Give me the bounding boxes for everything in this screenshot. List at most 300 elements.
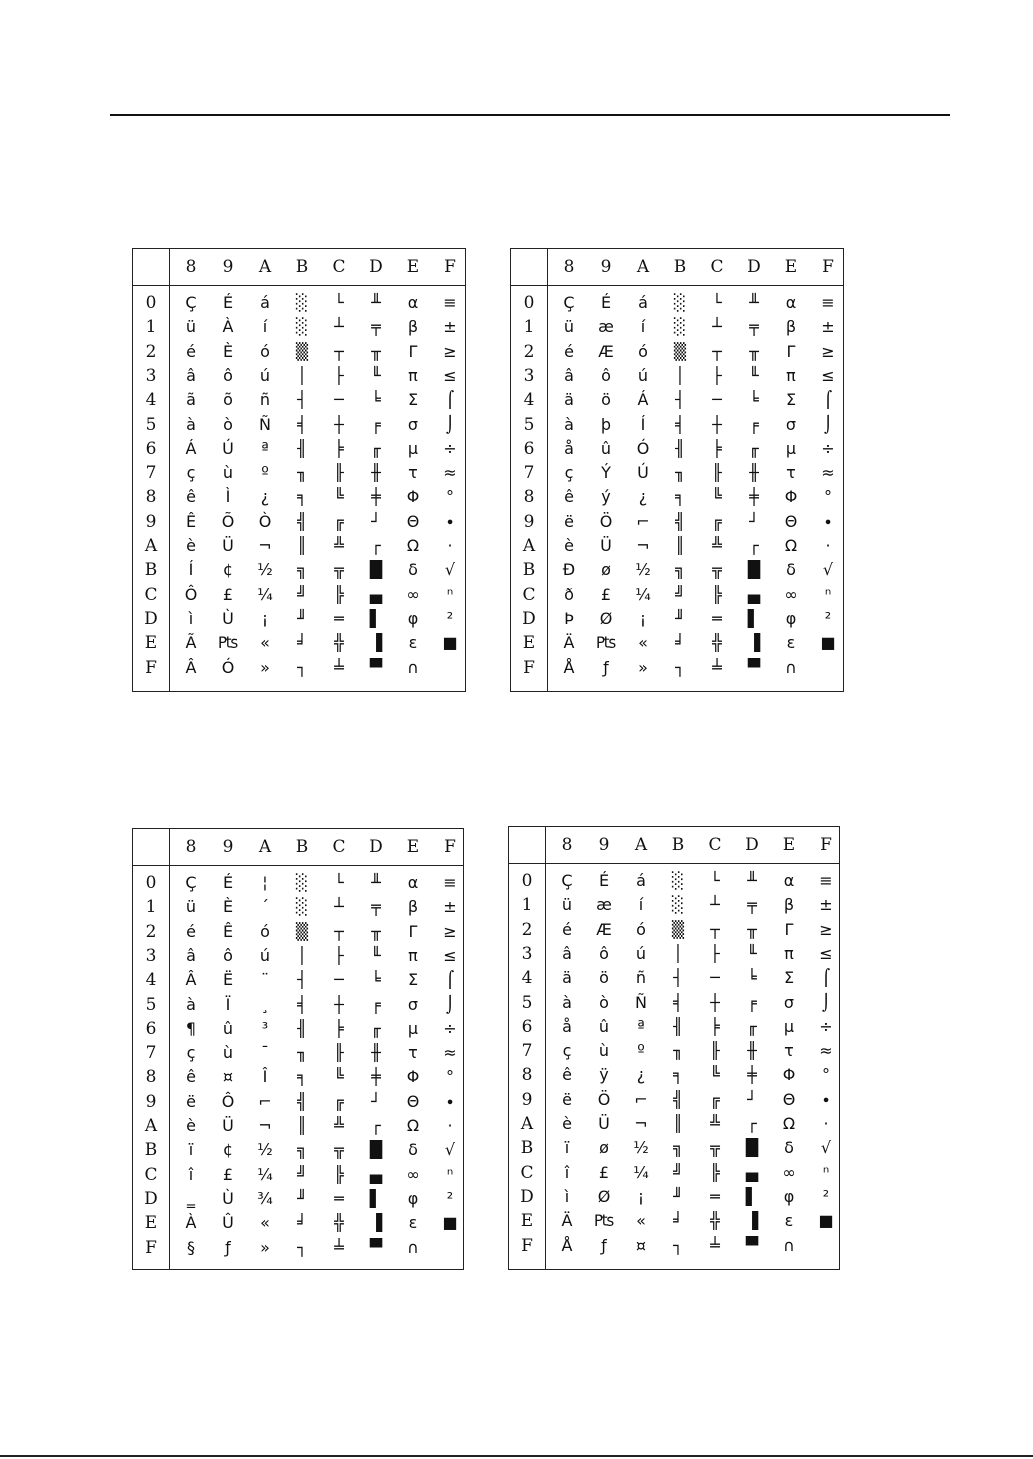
char-cell: σ — [407, 414, 419, 434]
column-header: B — [295, 837, 309, 857]
char-cell: ╝ — [673, 1162, 683, 1182]
char-cell: τ — [408, 1043, 418, 1063]
char-cell: ▒ — [673, 341, 687, 361]
char-cell: ¢ — [222, 560, 234, 580]
chart-bottom-right — [508, 826, 840, 1270]
row-header: 6 — [145, 1018, 157, 1039]
char-cell: ░ — [295, 873, 309, 892]
char-cell: å — [564, 438, 574, 458]
char-cell: ▄ — [369, 584, 383, 604]
column-header: 9 — [222, 257, 234, 277]
char-cell: º — [637, 1041, 645, 1061]
char-cell: µ — [407, 438, 419, 458]
char-cell: è — [562, 1114, 572, 1133]
char-cell: ╬ — [710, 1211, 720, 1231]
char-cell: ⌐ — [258, 1091, 272, 1111]
char-cell: ╪ — [371, 1067, 381, 1087]
char-cell: ┐ — [297, 1237, 307, 1257]
char-cell: ╒ — [747, 992, 757, 1012]
char-cell: └ — [334, 293, 344, 312]
char-cell: └ — [710, 871, 720, 890]
char-cell: ║ — [297, 536, 307, 555]
char-cell: ┐ — [675, 657, 685, 677]
char-cell: ⁿ — [822, 1162, 830, 1182]
char-cell: · — [823, 1114, 829, 1133]
char-cell: Â — [185, 657, 197, 677]
char-cell: ▄ — [747, 584, 761, 604]
char-cell: ╥ — [749, 341, 759, 361]
char-cell: │ — [675, 365, 685, 385]
char-cell: τ — [784, 1041, 794, 1061]
row-header: 5 — [521, 992, 533, 1013]
char-cell: │ — [297, 365, 307, 385]
char-cell: ∙ — [820, 1089, 831, 1109]
char-cell: ╗ — [675, 560, 685, 580]
char-cell: ╙ — [371, 365, 381, 385]
char-cell: ┼ — [712, 414, 722, 434]
char-cell: ∙ — [444, 511, 455, 531]
char-cell: ┌ — [747, 1114, 757, 1133]
char-cell: ¼ — [257, 1164, 273, 1184]
char-cell: · — [447, 1116, 453, 1135]
char-cell: ≤ — [443, 365, 457, 385]
char-cell: ³ — [261, 1018, 269, 1038]
char-cell: ╕ — [297, 1067, 307, 1087]
char-cell: ≥ — [443, 341, 457, 361]
char-cell: ╦ — [334, 560, 344, 580]
char-cell: ⁿ — [446, 1164, 454, 1184]
char-cell: à — [186, 994, 196, 1014]
row-header: 6 — [523, 438, 535, 459]
char-cell: ╨ — [371, 293, 381, 312]
bottom-rule — [0, 1455, 1033, 1457]
char-cell: δ — [408, 560, 418, 580]
char-cell: ╝ — [675, 584, 685, 604]
row-header: 2 — [521, 919, 533, 940]
char-cell: ₧ — [217, 633, 239, 653]
char-cell: ╣ — [673, 1089, 683, 1109]
row-header: C — [522, 584, 536, 605]
column-header: 8 — [563, 257, 575, 277]
char-cell: ≥ — [819, 919, 833, 939]
char-cell: ε — [408, 1213, 418, 1233]
char-cell: ∙ — [444, 1091, 455, 1111]
char-cell: ╬ — [334, 633, 344, 653]
char-cell: σ — [783, 992, 795, 1012]
char-cell: ╣ — [297, 511, 307, 531]
char-cell: ▐ — [747, 633, 761, 653]
char-cell: ┬ — [710, 919, 720, 939]
char-cell: Ñ — [635, 992, 647, 1012]
column-header: F — [444, 837, 456, 857]
char-cell: ∞ — [784, 584, 798, 604]
char-cell: ░ — [295, 293, 309, 312]
char-cell: Ó — [221, 657, 235, 677]
char-cell: ▀ — [369, 1237, 383, 1257]
char-cell: È — [222, 897, 234, 917]
char-cell: ╜ — [675, 608, 685, 628]
char-cell: ê — [186, 1067, 196, 1087]
char-cell: Φ — [406, 1067, 420, 1087]
char-cell: φ — [785, 608, 797, 628]
char-cell: Φ — [782, 1065, 796, 1085]
char-cell: ┤ — [673, 968, 683, 988]
char-cell: ═ — [334, 1188, 344, 1208]
char-cell: √ — [820, 1138, 832, 1158]
char-cell: ╩ — [710, 1114, 720, 1133]
char-cell: █ — [745, 1138, 759, 1158]
column-header: D — [369, 837, 383, 857]
char-cell: ╗ — [297, 1140, 307, 1160]
char-cell: Í — [640, 414, 646, 434]
char-cell: é — [562, 919, 572, 939]
char-cell: ╞ — [334, 438, 344, 458]
char-cell: ô — [223, 365, 233, 385]
char-cell: ≈ — [443, 1043, 457, 1063]
char-cell: ≡ — [443, 873, 457, 892]
char-cell: ▌ — [747, 608, 761, 628]
row-header: 0 — [145, 293, 157, 313]
char-cell: ╟ — [334, 1043, 344, 1063]
char-cell: ì — [564, 1186, 570, 1206]
char-cell: ╒ — [371, 994, 381, 1014]
char-cell: ≥ — [821, 341, 835, 361]
char-cell: ╡ — [297, 994, 307, 1014]
char-cell: ² — [446, 608, 454, 628]
row-header: A — [522, 536, 536, 556]
row-header: F — [145, 1237, 157, 1258]
char-cell: ² — [822, 1186, 830, 1206]
row-header: F — [523, 657, 535, 678]
char-cell: Ü — [600, 536, 612, 555]
char-cell: Á — [185, 438, 197, 458]
char-cell: Æ — [596, 919, 612, 939]
char-cell: Ç — [561, 871, 573, 890]
char-cell: ä — [562, 968, 572, 988]
char-cell: ╕ — [297, 487, 307, 507]
char-cell: ¬ — [258, 536, 272, 555]
char-cell — [432, 656, 468, 680]
char-cell: « — [636, 1211, 646, 1231]
char-cell: ╣ — [297, 1091, 307, 1111]
char-cell: ý — [601, 487, 611, 507]
char-cell: τ — [786, 463, 796, 483]
char-cell: ú — [259, 945, 271, 965]
char-cell: ┴ — [712, 317, 722, 337]
char-cell: │ — [297, 945, 307, 965]
char-cell: ∩ — [783, 1235, 795, 1255]
char-cell: ■ — [820, 633, 836, 653]
char-cell: ╘ — [371, 970, 381, 990]
char-cell: √ — [444, 560, 456, 580]
char-cell: α — [407, 293, 419, 312]
char-cell: Æ — [598, 341, 614, 361]
chart-top-right — [510, 248, 844, 692]
char-cell: ¯ — [261, 1043, 269, 1063]
char-cell: ╢ — [297, 438, 307, 458]
char-cell: £ — [600, 584, 612, 604]
char-cell: ¬ — [634, 1114, 648, 1133]
char-cell: Å — [563, 657, 575, 677]
char-cell: ╧ — [712, 657, 722, 677]
char-cell: ê — [562, 1065, 572, 1085]
char-cell: Θ — [782, 1089, 796, 1109]
char-cell: ╒ — [371, 414, 381, 434]
char-cell: á — [260, 293, 270, 312]
char-cell: Ô — [184, 584, 198, 604]
char-cell: ├ — [712, 365, 722, 385]
char-cell: ½ — [633, 1138, 649, 1158]
row-header: A — [144, 1116, 158, 1136]
char-cell: ┘ — [371, 1091, 381, 1111]
row-header: 3 — [145, 945, 157, 966]
row-header: 6 — [521, 1016, 533, 1037]
column-header: B — [295, 257, 309, 277]
chart-bottom-left — [132, 828, 464, 1270]
row-header: 8 — [523, 487, 535, 508]
char-cell: Γ — [786, 341, 796, 361]
char-cell: █ — [747, 560, 761, 580]
column-header: B — [673, 257, 687, 277]
char-cell: Ω — [784, 536, 798, 555]
char-cell: ╦ — [712, 560, 722, 580]
char-cell: û — [598, 1016, 610, 1036]
top-rule — [110, 114, 950, 116]
char-cell: ╓ — [371, 438, 381, 458]
char-cell: ¤ — [222, 1067, 234, 1087]
row-header: 8 — [145, 487, 157, 508]
char-cell: ╧ — [334, 1237, 344, 1257]
char-cell: ´ — [261, 897, 269, 917]
char-cell: Ø — [599, 608, 613, 628]
char-cell: ñ — [635, 968, 647, 988]
char-cell: ≡ — [819, 871, 833, 890]
char-cell: ╝ — [297, 1164, 307, 1184]
char-cell: ╤ — [749, 317, 759, 337]
char-cell: ⌐ — [634, 1089, 648, 1109]
char-cell: æ — [598, 317, 614, 337]
char-cell: ð — [564, 584, 574, 604]
char-cell: ç — [564, 463, 574, 483]
column-header: 8 — [561, 835, 573, 855]
char-cell: Ä — [563, 633, 575, 653]
char-cell: ° — [824, 487, 832, 507]
char-cell: · — [825, 536, 831, 555]
char-cell: ┼ — [334, 414, 344, 434]
char-cell: ╖ — [297, 1043, 307, 1063]
char-cell: ø — [601, 560, 611, 580]
char-cell: ┼ — [710, 992, 720, 1012]
char-cell: ê — [564, 487, 574, 507]
char-cell: ⌠ — [445, 970, 455, 990]
char-cell: Ü — [222, 536, 234, 555]
char-cell: ÿ — [599, 1065, 609, 1085]
column-header: E — [406, 837, 420, 857]
char-cell: ⌡ — [821, 992, 831, 1012]
char-cell: § — [187, 1237, 195, 1257]
char-cell: ¨ — [261, 970, 269, 990]
char-cell: ╪ — [371, 487, 381, 507]
char-cell: ⌠ — [821, 968, 831, 988]
char-cell: ± — [819, 895, 833, 915]
char-cell: ∞ — [782, 1162, 796, 1182]
char-cell: ╪ — [747, 1065, 757, 1085]
char-cell: ╩ — [334, 536, 344, 555]
char-cell: ║ — [297, 1116, 307, 1135]
row-header: 1 — [145, 317, 157, 338]
char-cell: Σ — [407, 390, 419, 410]
char-cell: ╠ — [334, 1164, 344, 1184]
char-cell: ª — [637, 1016, 645, 1036]
char-cell: ² — [446, 1188, 454, 1208]
char-cell: ░ — [295, 317, 309, 337]
column-header: 9 — [598, 835, 610, 855]
row-header: A — [144, 536, 158, 556]
char-cell: ░ — [673, 293, 687, 312]
char-cell: ╢ — [673, 1016, 683, 1036]
row-header: 5 — [145, 994, 157, 1015]
char-cell: ╥ — [747, 919, 757, 939]
char-cell: ─ — [334, 970, 344, 990]
char-cell: ╓ — [749, 438, 759, 458]
char-cell: ╙ — [747, 943, 757, 963]
char-cell: ╣ — [675, 511, 685, 531]
char-cell: ¿ — [260, 487, 270, 507]
char-cell: ═ — [334, 608, 344, 628]
char-cell: þ — [600, 414, 612, 434]
char-cell: ■ — [442, 1213, 458, 1233]
char-cell: ô — [223, 945, 233, 965]
char-cell: à — [186, 414, 196, 434]
char-cell: │ — [673, 943, 683, 963]
char-cell: ╚ — [334, 487, 344, 507]
char-cell: ε — [408, 633, 418, 653]
char-cell: ë — [186, 1091, 196, 1111]
column-header: D — [369, 257, 383, 277]
column-header: E — [406, 257, 420, 277]
char-cell: Ù — [222, 608, 234, 628]
char-cell: ╕ — [673, 1065, 683, 1085]
char-cell: ─ — [710, 968, 720, 988]
char-cell: ░ — [673, 317, 687, 337]
char-cell: µ — [407, 1018, 419, 1038]
char-cell: è — [186, 1116, 196, 1135]
char-cell: ∞ — [406, 584, 420, 604]
char-cell: ü — [185, 317, 197, 337]
char-cell: ÷ — [819, 1016, 833, 1036]
char-cell: ╠ — [710, 1162, 720, 1182]
char-cell: ╓ — [747, 1016, 757, 1036]
char-cell: Ú — [222, 438, 234, 458]
row-header: A — [520, 1114, 534, 1134]
char-cell: » — [638, 657, 648, 677]
row-header: 2 — [523, 341, 535, 362]
char-cell: µ — [783, 1016, 795, 1036]
char-cell: º — [261, 463, 269, 483]
char-cell: ╔ — [334, 511, 344, 531]
char-cell: ö — [601, 390, 611, 410]
column-header: E — [784, 257, 798, 277]
char-cell: ─ — [334, 390, 344, 410]
row-header: 2 — [145, 921, 157, 942]
row-header: 7 — [523, 463, 535, 484]
row-header: E — [520, 1211, 534, 1232]
char-cell: ░ — [671, 871, 685, 890]
char-cell: ï — [188, 1140, 194, 1160]
char-cell: ┤ — [675, 390, 685, 410]
char-cell — [810, 656, 846, 680]
char-cell: ║ — [675, 536, 685, 555]
char-cell: Î — [262, 1067, 268, 1087]
char-cell: ù — [598, 1041, 610, 1061]
char-cell: ╨ — [749, 293, 759, 312]
char-cell: ¶ — [185, 1018, 197, 1038]
char-cell: ├ — [334, 945, 344, 965]
char-cell: ¡ — [261, 608, 269, 628]
char-cell: ╨ — [371, 873, 381, 892]
char-cell: α — [407, 873, 419, 892]
char-cell: ⁿ — [446, 584, 454, 604]
char-cell: ▒ — [295, 341, 309, 361]
char-cell: ┤ — [297, 970, 307, 990]
char-cell: ⌡ — [445, 994, 455, 1014]
char-cell: β — [407, 317, 419, 337]
column-header: A — [634, 835, 648, 855]
char-cell: æ — [596, 895, 612, 915]
char-cell: ≤ — [821, 365, 835, 385]
char-cell: ═ — [712, 608, 722, 628]
char-cell: █ — [369, 1140, 383, 1160]
char-cell: ┘ — [747, 1089, 757, 1109]
char-cell: ╛ — [297, 633, 307, 653]
column-header: A — [636, 257, 650, 277]
row-header: 4 — [523, 390, 535, 411]
char-cell: ╙ — [371, 945, 381, 965]
char-cell: Ê — [222, 921, 234, 941]
char-cell: ╚ — [334, 1067, 344, 1087]
char-cell: Ê — [185, 511, 197, 531]
char-cell: ╫ — [371, 1043, 381, 1063]
char-cell: ▌ — [745, 1186, 759, 1206]
char-cell: Φ — [784, 487, 798, 507]
char-cell: ╡ — [297, 414, 307, 434]
char-cell: ╢ — [675, 438, 685, 458]
column-header: F — [820, 835, 832, 855]
char-cell: ≡ — [443, 293, 457, 312]
char-cell: É — [222, 873, 234, 892]
char-cell: ╚ — [710, 1065, 720, 1085]
char-cell: ò — [223, 414, 233, 434]
char-cell: Ç — [185, 873, 197, 892]
column-header: C — [710, 257, 724, 277]
char-cell: ¡ — [637, 1186, 645, 1206]
char-cell: ƒ — [603, 657, 609, 677]
char-cell: ╘ — [747, 968, 757, 988]
row-header: F — [521, 1235, 533, 1256]
char-cell: ╤ — [371, 317, 381, 337]
char-cell: ç — [186, 1043, 196, 1063]
char-cell: ∩ — [407, 657, 419, 677]
char-cell: Θ — [406, 1091, 420, 1111]
char-cell: ╙ — [749, 365, 759, 385]
char-cell: ╗ — [297, 560, 307, 580]
char-cell: Σ — [783, 968, 795, 988]
row-header: C — [144, 584, 158, 605]
char-cell: â — [564, 365, 574, 385]
char-cell: ° — [446, 487, 454, 507]
char-cell: ° — [446, 1067, 454, 1087]
row-header: 5 — [145, 414, 157, 435]
